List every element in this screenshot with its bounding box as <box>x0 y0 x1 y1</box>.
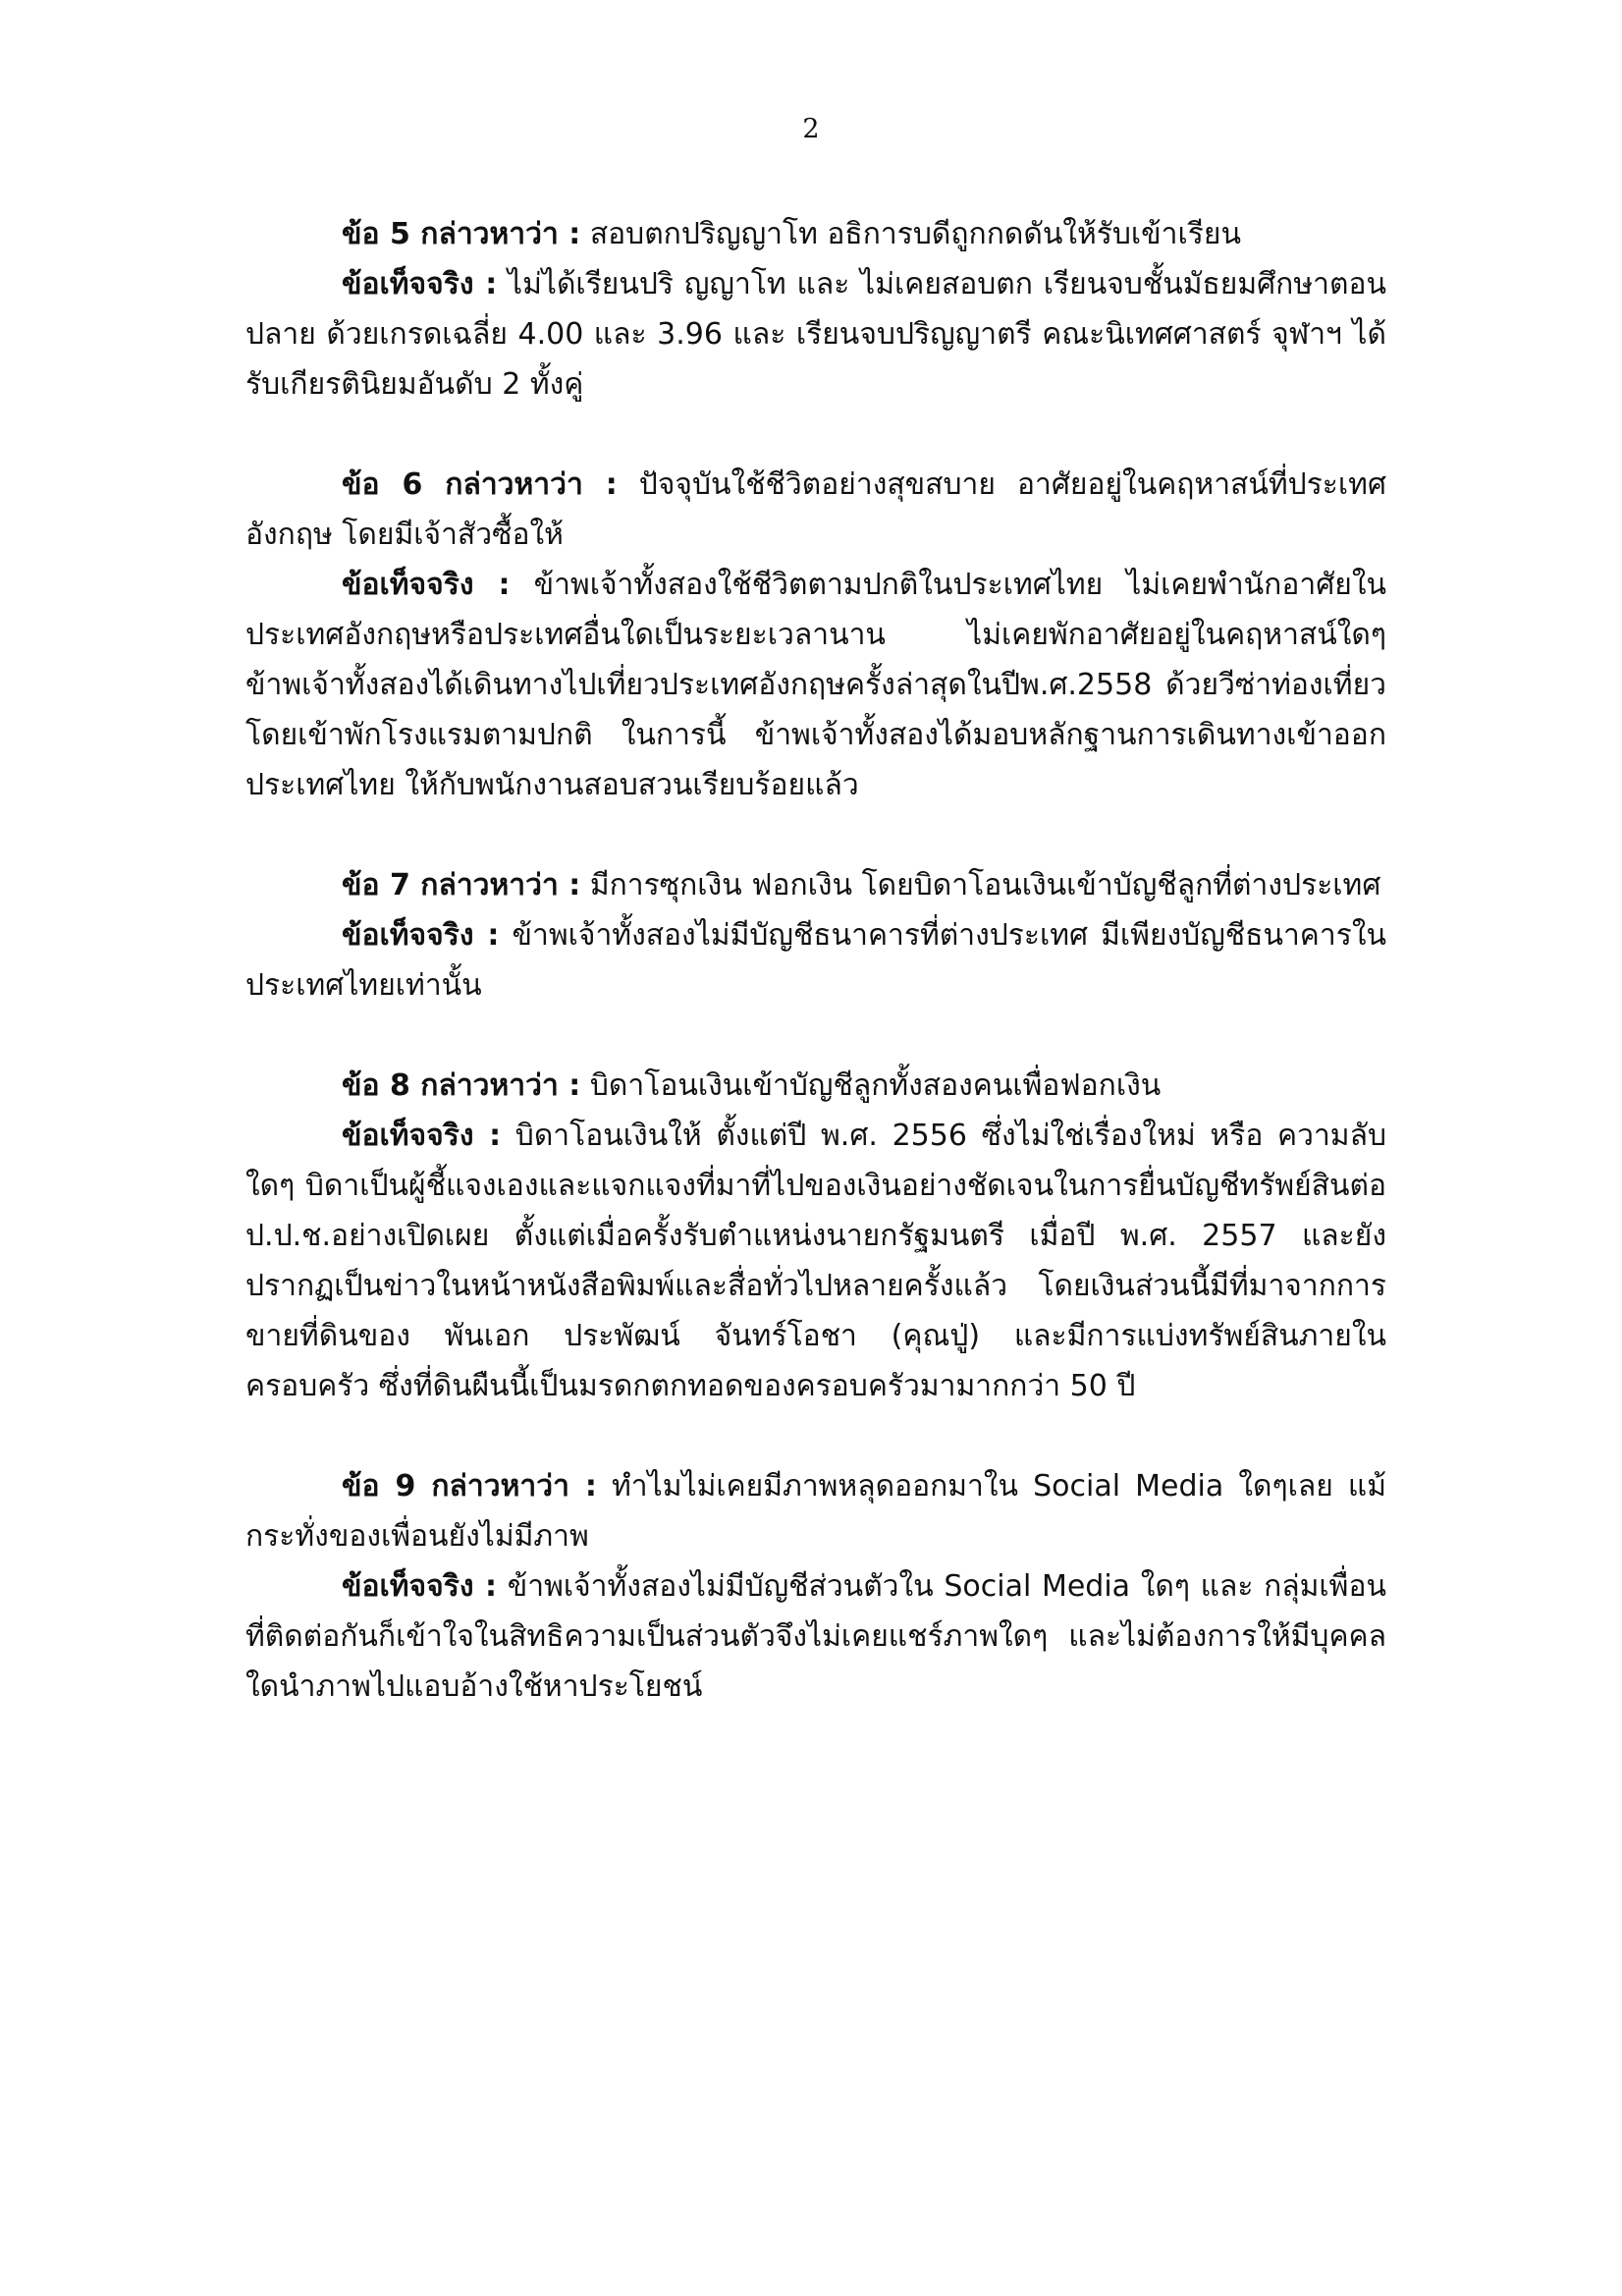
claim-label: ข้อ 9 กล่าวหาว่า : <box>342 1469 597 1503</box>
claim-label: ข้อ 7 กล่าวหาว่า : <box>342 868 581 902</box>
claim-text: สอบตกปริญญาโท อธิการบดีถูกกดดันให้รับเข้าเรียน <box>589 217 1241 251</box>
claim-text: บิดาโอนเงินเข้าบัญชีลูกทั้งสองคนเพื่อฟอกเงิน <box>589 1068 1162 1103</box>
allegation-item <box>245 209 1386 410</box>
paragraph-spacer <box>245 1011 1386 1061</box>
claim-text: ปัจจุบันใช้ชีวิตอย่างสุขสบาย อาศัยอยู่ในคฤหาสน์ที่ประเทศอังกฤษ โดยมีเจ้าสัวซื้อให้ <box>245 467 1386 552</box>
allegation-claim <box>245 1461 1386 1561</box>
fact-text: ไม่ได้เรียนปริ ญญาโท และ ไม่เคยสอบตก เรียนจบชั้นมัธยมศึกษาตอนปลาย ด้วยเกรดเฉลี่ย 4.00 และ 3.96 และ เรียนจบปริญญาตรี คณะนิเทศศาสตร์ จุฬาฯ ได้รับเกียรตินิยมอันดับ 2 ทั้งคู่ <box>245 267 1386 402</box>
allegation-fact <box>245 560 1386 810</box>
allegation-fact <box>245 259 1386 410</box>
fact-label: ข้อเท็จจริง : <box>342 568 511 602</box>
allegation-fact <box>245 910 1386 1011</box>
allegation-claim <box>245 209 1386 259</box>
claim-text: ทำไมไม่เคยมีภาพหลุดออกมาใน Social Media ใดๆเลย แม้กระทั่งของเพื่อนยังไม่มีภาพ <box>245 1469 1386 1554</box>
allegation-claim <box>245 1061 1386 1111</box>
claim-text: มีการซุกเงิน ฟอกเงิน โดยบิดาโอนเงินเข้าบัญชีลูกที่ต่างประเทศ <box>589 868 1381 902</box>
fact-label: ข้อเท็จจริง : <box>342 267 498 301</box>
paragraph-spacer <box>245 410 1386 460</box>
allegation-claim <box>245 460 1386 560</box>
claim-label: ข้อ 8 กล่าวหาว่า : <box>342 1068 581 1103</box>
claim-label: ข้อ 5 กล่าวหาว่า : <box>342 217 581 251</box>
allegation-fact <box>245 1111 1386 1411</box>
paragraph-spacer <box>245 810 1386 860</box>
page-number: 2 <box>802 114 820 144</box>
allegation-item <box>245 860 1386 1011</box>
fact-label: ข้อเท็จจริง : <box>342 1569 498 1604</box>
fact-label: ข้อเท็จจริง : <box>342 918 500 953</box>
claim-label: ข้อ 6 กล่าวหาว่า : <box>342 467 618 502</box>
fact-text: ข้าพเจ้าทั้งสองไม่มีบัญชีส่วนตัวใน Social Media ใดๆ และ กลุ่มเพื่อนที่ติดต่อกันก็เข้าใจในสิทธิความเป็นส่วนตัวจึงไม่เคยแชร์ภาพใดๆ และไม่ต้องการให้มีบุคคลใดนำภาพไปแอบอ้างใช้หาประโยชน์ <box>245 1569 1386 1704</box>
allegation-item <box>245 1061 1386 1411</box>
paragraph-spacer <box>245 1411 1386 1461</box>
fact-text: ข้าพเจ้าทั้งสองใช้ชีวิตตามปกติในประเทศไทย ไม่เคยพำนักอาศัยในประเทศอังกฤษหรือประเทศอื่นใดเป็นระยะเวลานาน ไม่เคยพักอาศัยอยู่ในคฤหาสน์ใดๆ ข้าพเจ้าทั้งสองได้เดินทางไปเที่ยวประเทศอังกฤษครั้งล่าสุดในปีพ.ศ.2558 ด้วยวีซ่าท่องเที่ยว โดยเข้าพักโรงแรมตามปกติ ในการนี้ ข้าพเจ้าทั้งสองได้มอบหลักฐานการเดินทางเข้าออกประเทศไทย ให้กับพนักงานสอบสวนเรียบร้อยแล้ว <box>245 568 1386 802</box>
document-body <box>245 209 1386 1712</box>
fact-text: ข้าพเจ้าทั้งสองไม่มีบัญชีธนาคารที่ต่างประเทศ มีเพียงบัญชีธนาคารในประเทศไทยเท่านั้น <box>245 918 1386 1003</box>
fact-label: ข้อเท็จจริง : <box>342 1119 502 1153</box>
fact-text: บิดาโอนเงินให้ ตั้งแต่ปี พ.ศ. 2556 ซึ่งไม่ใช่เรื่องใหม่ หรือ ความลับใดๆ บิดาเป็นผู้ชี้แจงเองและแจกแจงที่มาที่ไปของเงินอย่างชัดเจนในการยื่นบัญชีทรัพย์สินต่อป.ป.ช.อย่างเปิดเผย ตั้งแต่เมื่อครั้งรับตำแหน่งนายกรัฐมนตรี เมื่อปี พ.ศ. 2557 และยังปรากฏเป็นข่าวในหน้าหนังสือพิมพ์และสื่อทั่วไปหลายครั้งแล้ว โดยเงินส่วนนี้มีที่มาจากการขายที่ดินของ พันเอก ประพัฒน์ จันทร์โอชา (คุณปู่) และมีการแบ่งทรัพย์สินภายในครอบครัว ซึ่งที่ดินผืนนี้เป็นมรดกตกทอดของครอบครัวมามากกว่า 50 ปี <box>245 1119 1386 1403</box>
allegation-item <box>245 1461 1386 1712</box>
allegation-item <box>245 460 1386 810</box>
allegation-fact <box>245 1561 1386 1712</box>
allegation-claim <box>245 860 1386 910</box>
